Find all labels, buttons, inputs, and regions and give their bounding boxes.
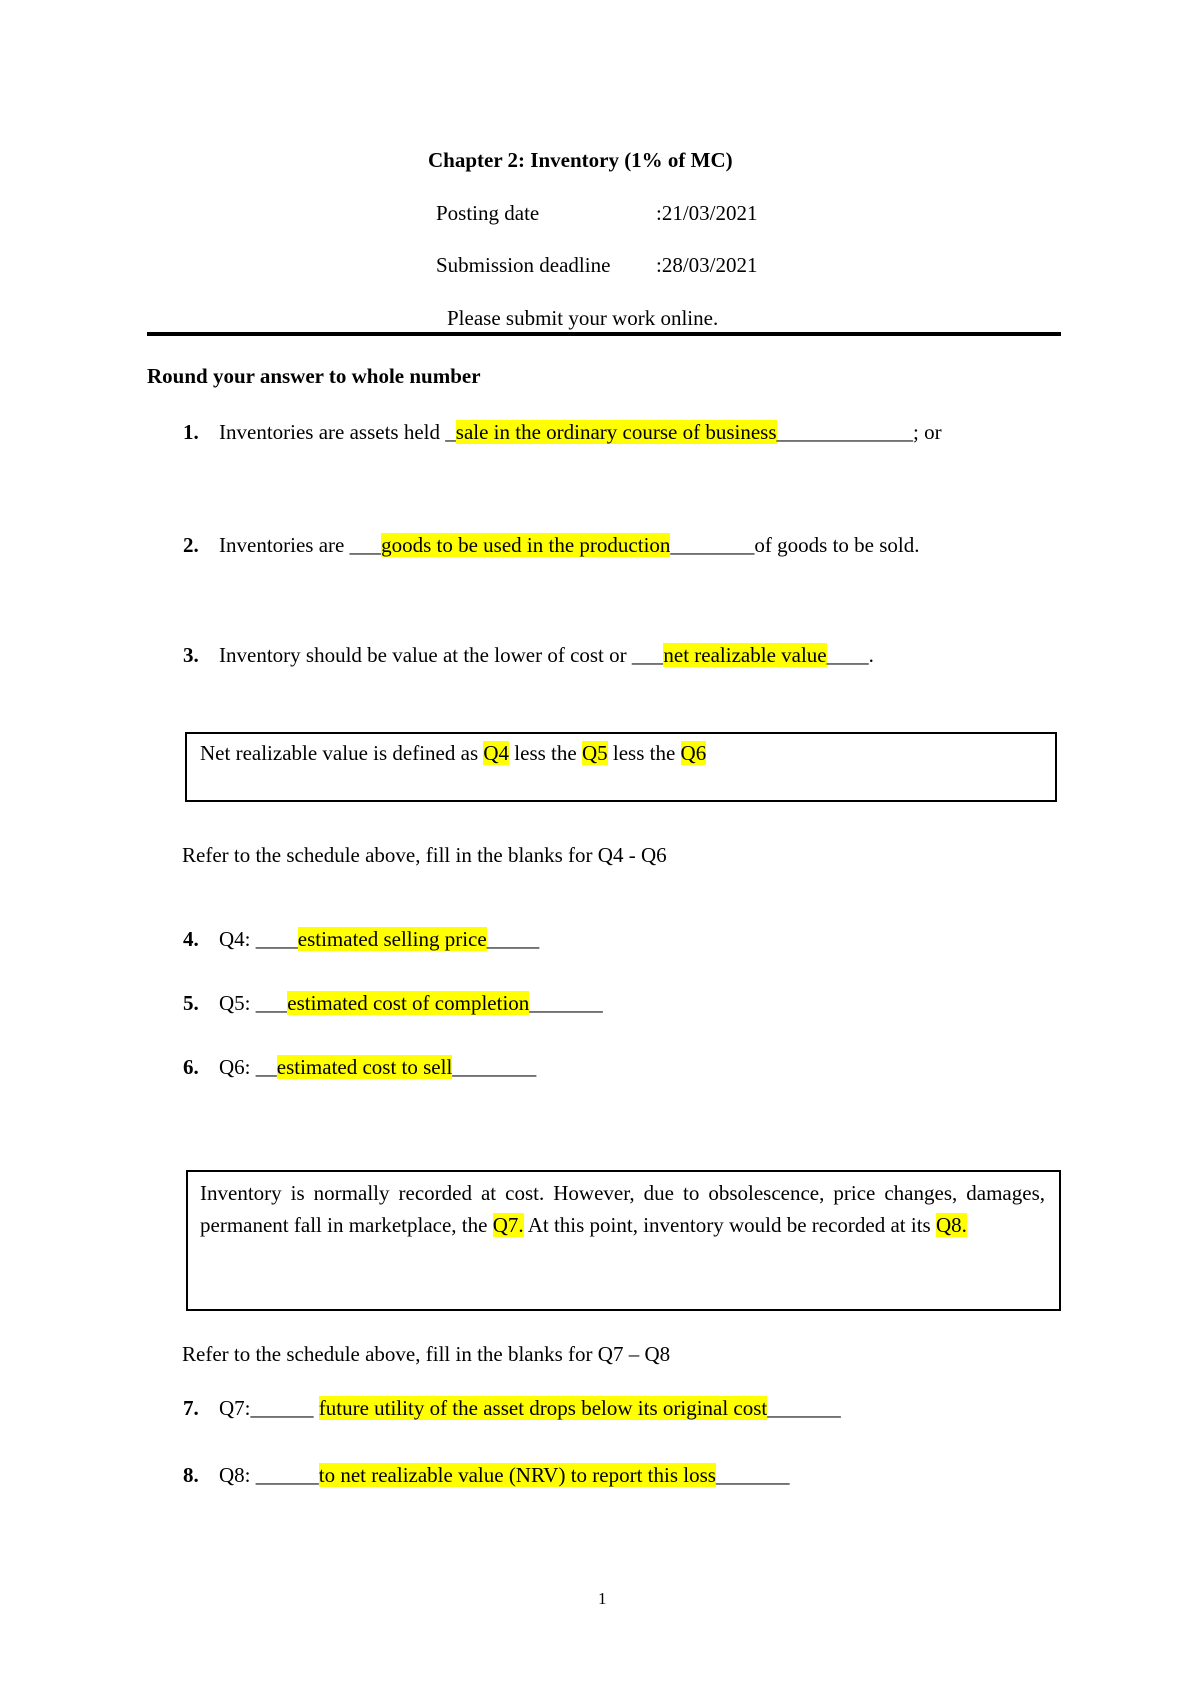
question-7-text <box>219 1396 841 1421</box>
question-3-answer: net realizable value <box>663 643 827 667</box>
page-number: 1 <box>598 1589 607 1608</box>
question-6-suffix: ________ <box>452 1055 537 1079</box>
question-3-number: 3. <box>183 643 199 667</box>
box1-q5: Q5 <box>581 741 608 765</box>
question-2-prefix: Inventories are ___ <box>219 533 382 557</box>
box1-text-b: less the <box>509 741 582 765</box>
question-4-prefix: Q4: ____ <box>219 927 298 951</box>
submission-instruction: Please submit your work online. <box>447 306 719 330</box>
submission-deadline-label: Submission deadline <box>436 253 611 277</box>
document-title: Chapter 2: Inventory (1% of MC) <box>428 148 733 172</box>
box1-text-c: less the <box>607 741 681 765</box>
box1-q4: Q4 <box>483 741 510 765</box>
box1-q6: Q6 <box>680 741 707 765</box>
question-5-answer: estimated cost of completion <box>287 991 530 1015</box>
box2-text-a: Inventory is normally recorded at cost. However, due to obsolescence, price changes, damages, permanent fall in marketplace, the <box>200 1181 1045 1237</box>
posting-date-label: Posting date <box>436 201 540 225</box>
question-1-prefix: Inventories are assets held _ <box>219 420 456 444</box>
question-6-number: 6. <box>183 1055 199 1079</box>
question-4-answer: estimated selling price <box>297 927 487 951</box>
question-6-answer: estimated cost to sell <box>276 1055 453 1079</box>
question-5-prefix: Q5: ___ <box>219 991 288 1015</box>
question-2-suffix: ________of goods to be sold. <box>670 533 920 557</box>
question-1-answer: sale in the ordinary course of business <box>455 420 777 444</box>
refer-instruction-2: Refer to the schedule above, fill in the blanks for Q7 – Q8 <box>182 1342 671 1366</box>
box2-text-b: At this point, inventory would be recorded at its <box>523 1213 936 1237</box>
question-7-suffix: _______ <box>767 1396 841 1420</box>
box2-q8: Q8. <box>935 1213 967 1237</box>
question-3-suffix: ____. <box>826 643 874 667</box>
question-8-suffix: _______ <box>715 1463 790 1487</box>
question-8-answer: to net realizable value (NRV) to report this loss <box>318 1463 716 1487</box>
question-3-prefix: Inventory should be value at the lower of cost or ___ <box>219 643 664 667</box>
question-4-number: 4. <box>183 927 199 951</box>
question-2-text <box>219 533 919 558</box>
question-6-prefix: Q6: __ <box>219 1055 277 1079</box>
question-5-suffix: _______ <box>529 991 603 1015</box>
question-2-number: 2. <box>183 533 199 557</box>
box1-text-a: Net realizable value is defined as <box>200 741 484 765</box>
inventory-valuation-text <box>200 1177 1045 1241</box>
question-5-number: 5. <box>183 991 199 1015</box>
posting-date-value: :21/03/2021 <box>656 201 758 225</box>
question-7-prefix: Q7:______ <box>219 1396 319 1420</box>
question-7-number: 7. <box>183 1396 199 1420</box>
instruction-heading: Round your answer to whole number <box>147 364 481 388</box>
question-4-text <box>219 927 539 952</box>
question-1-suffix: _____________; or <box>776 420 942 444</box>
question-8-prefix: Q8: ______ <box>219 1463 319 1487</box>
header-divider <box>147 332 1061 336</box>
question-4-suffix: _____ <box>486 927 540 951</box>
submission-deadline-value: :28/03/2021 <box>656 253 758 277</box>
question-1-number: 1. <box>183 420 199 444</box>
question-7-answer: future utility of the asset drops below its original cost <box>318 1396 768 1420</box>
question-5-text <box>219 991 603 1016</box>
question-2-answer: goods to be used in the production <box>381 533 671 557</box>
refer-instruction-1: Refer to the schedule above, fill in the blanks for Q4 - Q6 <box>182 843 667 867</box>
question-3-text <box>219 643 874 668</box>
question-8-number: 8. <box>183 1463 199 1487</box>
box2-q7: Q7. <box>492 1213 524 1237</box>
question-8-text <box>219 1463 789 1488</box>
question-6-text <box>219 1055 536 1080</box>
question-1-text <box>219 420 942 445</box>
nrv-definition-text <box>200 741 706 766</box>
